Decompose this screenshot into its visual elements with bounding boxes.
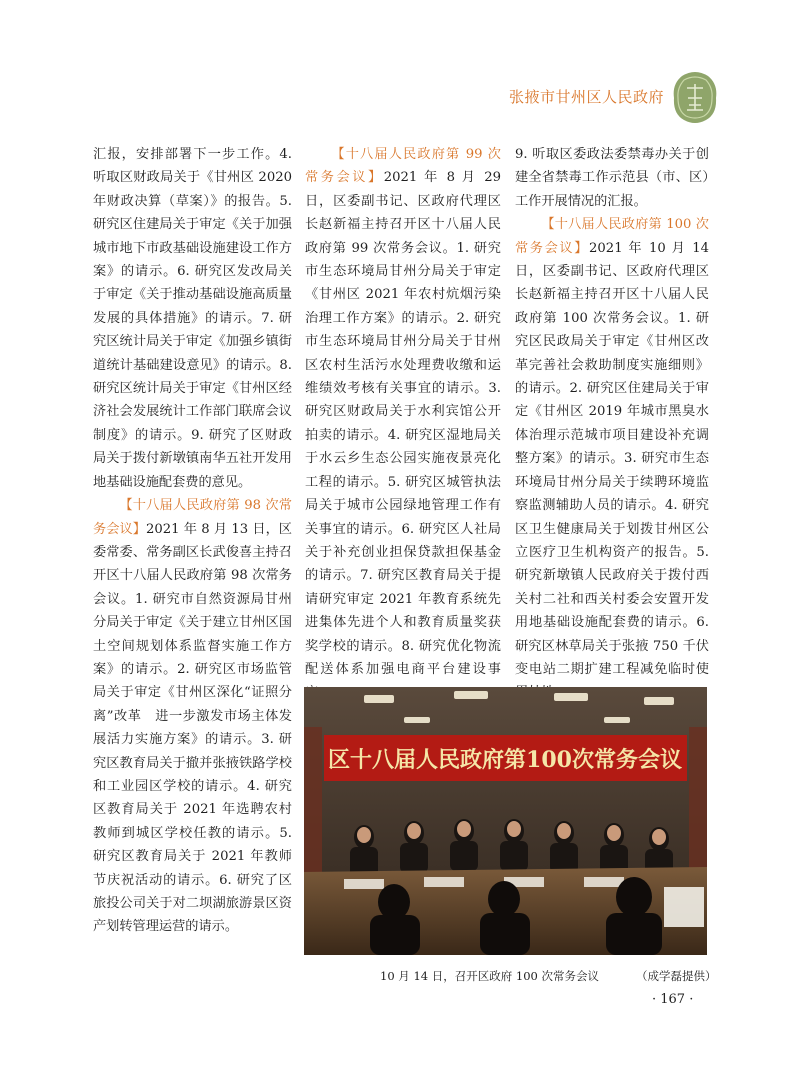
column-1 bbox=[93, 143, 292, 939]
meeting-100-heading: 【十八届人民政府第 100 次常务会议】 bbox=[515, 217, 709, 256]
col3-paragraph-2 bbox=[515, 213, 709, 705]
column-2 bbox=[305, 143, 501, 705]
banner-text: 区十八届人民政府第100次常务会议 bbox=[328, 747, 682, 773]
col1-paragraph-2 bbox=[93, 494, 292, 939]
meeting-99-body: 2021 年 8 月 29 日，区委副书记、区政府代理区长赵新福主持召开区十八届人民政府第 99 次常务会议。1. 研究市生态环境局甘州分局关于审定《甘州区 2021 年农村炕烟污染治理工作方案》的请示。2. 研究市生态环境局甘州分局关于甘州区农村生活污水处理费收缴和运维绩效考核有关事宜的请示。3. 研究区财政局关于水利宾馆公开拍卖的请示。4. 研究区湿地局关于水云乡生态公园实施夜景亮化工程的请示。5. 研究区城管执法局关于城市公园绿地管理工作有关事宜的请示。6. 研究区人社局关于补充创业担保贷款担保基金的请示。7. 研究区教育局关于提请研究审定 2021 年教育系统先进集体先进个人和教育质量奖获奖学校的请示。8. 研究优化物流配送体系加强电商平台建设事 bbox=[305, 170, 501, 677]
col3-paragraph-1: 9. 听取区委政法委禁毒办关于创建全省禁毒工作示范县（市、区）工作开展情况的汇报。 bbox=[515, 147, 709, 209]
meeting-100-body: 2021 年 10 月 14 日，区委副书记、区政府代理区长赵新福主持召开区十八届人民政府第 100 次常务会议。1. 研究区民政局关于审定《甘州区改革完善社会救助制度实施细则》的请示。2. 研究区住建局关于审定《甘州区 2019 年城市黑臭水体治理示范城市项目建设补充调整方案》的请示。3. 研究市生态环境局甘州分局关于续聘环境监察监测辅助人员的请示。4. 研究区卫生健康局关于划拨甘州区公立医疗卫生机构资产的报告。5. 研究新墩镇人民政府关于拨付西关村二社和西关村委会安置开发用地基础设施配套费的请示。6. 研究区林草局关于张掖 750 千伏变电站二期扩建工程减免临时使 bbox=[515, 240, 710, 677]
page-number: · 167 · bbox=[652, 992, 694, 1007]
col2-paragraph-1 bbox=[305, 143, 501, 705]
meeting-98-heading: 【十八届人民政府第 98 次常务会议】 bbox=[93, 498, 292, 537]
meeting-98-body: 2021 年 8 月 13 日，区委常委、常务副区长武俊喜主持召开区十八届人民政府第 98 次常务会议。1. 研究市自然资源局甘州分局关于审定《关于建立甘州区国土空间规划体系监督实施工作方案》的请示。2. 研究区市场监管局关于审定《甘州区深化“证照分离”改革 进一步激发市场主体发展活力实施方案》的请示。3. 研究区教育局关于撤并张掖铁路学校和工业园区学校的请示。4. 研究区教育局关于 2021 年选聘农村教师到城区学校任教的请示。5. 研究区教育局关于 2021 年教师节庆祝活动的请示。6. 研究了区旅投公司关于对二坝湖旅游景区资产划转管理运营的请示。 bbox=[93, 521, 292, 935]
column-3 bbox=[515, 143, 709, 705]
header-title: 张掖市甘州区人民政府 bbox=[508, 88, 664, 106]
seal-emblem-icon bbox=[672, 70, 718, 124]
meeting-photo bbox=[304, 687, 707, 955]
photo-caption: 10 月 14 日，召开区政府 100 次常务会议 bbox=[380, 969, 599, 983]
meeting-99-heading: 【十八届人民政府第 99 次常务会议】 bbox=[305, 147, 501, 186]
col1-paragraph-1: 汇报，安排部署下一步工作。4. 听取区财政局关于《甘州区 2020 年财政决算（草案）》的报告。5. 研究区住建局关于审定《关于加强城市地下市政基础设施建设工作方案》的请示。6. 研究区发改局关于审定《关于推动基础设施高质量发展的具体措施》的请示。7. 研究区统计局关于审定《加强乡镇街道统计基础建设意见》的请示。8. 研究区统计局关于审定《甘州区经济社会发展统计工作部门联席会议制度》的请示。9. 研究了区财政局关于拨付新墩镇南华五社开发用地基础设施配套费的意见。 bbox=[93, 147, 292, 490]
photo-credit: （成学磊提供） bbox=[636, 969, 717, 983]
